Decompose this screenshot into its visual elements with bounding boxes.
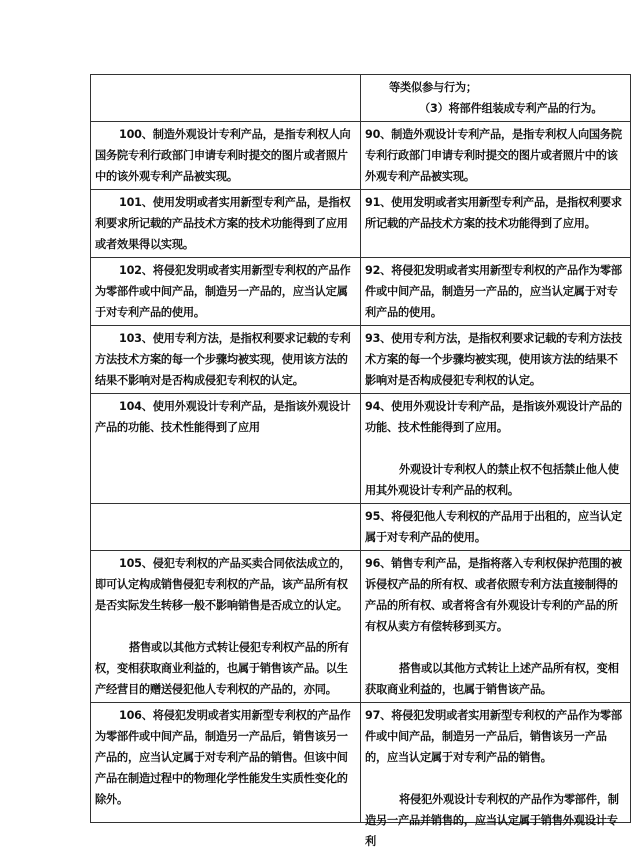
table-row	[91, 703, 631, 823]
left-cell	[91, 551, 361, 703]
table-row	[91, 551, 631, 703]
clause-text: 100、制造外观设计专利产品，是指专利权人向国务院专利行政部门申请专利时提交的图片或者照片中的该外观专利产品被实现。	[95, 128, 351, 183]
left-cell	[91, 504, 361, 551]
clause-text: 等类似参与行为；	[389, 81, 477, 94]
clause-text: 搭售或以其他方式转让上述产品所有权，变相获取商业利益的，也属于销售该产品。	[365, 662, 619, 696]
clause-text: 102、将侵犯发明或者实用新型专利权的产品作为零部件或中间产品，制造另一产品的，应当认定属于对专利产品的使用。	[95, 264, 351, 319]
right-cell	[361, 75, 631, 122]
clause-text: 101、使用发明或者实用新型专利产品，是指权利要求所记载的产品技术方案的技术功能得到了应用或者效果得以实现。	[95, 196, 351, 251]
right-cell	[361, 258, 631, 326]
clause-text: 97、将侵犯发明或者实用新型专利权的产品作为零部件或中间产品，制造另一产品后，销售该另一产品的，应当认定属于对专利产品的销售。	[365, 709, 622, 764]
right-cell	[361, 394, 631, 504]
clause-text: 106、将侵犯发明或者实用新型专利权的产品作为零部件或中间产品，制造另一产品后，销售该另一产品的，应当认定属于对专利产品的销售。但该中间产品在制造过程中的物理化学性能发生实质性变化的除外。	[95, 709, 351, 806]
table-row	[91, 326, 631, 394]
clause-text: 94、使用外观设计专利产品，是指该外观设计产品的功能、技术性能得到了应用。	[365, 400, 622, 434]
clause-text: 105、侵犯专利权的产品买卖合同依法成立的，即可认定构成销售侵犯专利权的产品，该产品所有权是否实际发生转移一般不影响销售是否成立的认定。	[95, 557, 351, 612]
clause-text: 103、使用专利方法，是指权利要求记载的专利方法技术方案的每一个步骤均被实现，使用该方法的结果不影响对是否构成侵犯专利权的认定。	[95, 332, 351, 387]
left-cell	[91, 75, 361, 122]
clause-text: 92、将侵犯发明或者实用新型专利权的产品作为零部件或中间产品，制造另一产品的，应当认定属于对专利产品的使用。	[365, 264, 622, 319]
clause-text: 90、制造外观设计专利产品，是指专利权人向国务院专利行政部门申请专利时提交的图片或者照片中的该外观专利产品被实现。	[365, 128, 622, 183]
clause-text: （3）将部件组装成专利产品的行为。	[419, 102, 603, 115]
clause-text: 将侵犯外观设计专利权的产品作为零部件，制造另一产品并销售的，应当认定属于销售外观设计专利	[365, 793, 619, 848]
table-row	[91, 122, 631, 190]
left-cell	[91, 394, 361, 504]
left-cell	[91, 122, 361, 190]
right-cell	[361, 703, 631, 848]
table-row	[91, 258, 631, 326]
left-cell	[91, 258, 361, 326]
table-row	[91, 504, 631, 551]
right-cell	[361, 551, 631, 703]
clause-text: 95、将侵犯他人专利权的产品用于出租的，应当认定属于对专利产品的使用。	[365, 510, 622, 544]
clause-text: 91、使用发明或者实用新型专利产品，是指权利要求所记载的产品技术方案的技术功能得到了应用。	[365, 196, 622, 230]
comparison-table	[90, 74, 631, 848]
clause-text: 搭售或以其他方式转让侵犯专利权产品的所有权，变相获取商业利益的，也属于销售该产品。以生产经营目的赠送侵犯他人专利权的产品的，亦同。	[95, 641, 349, 696]
right-cell	[361, 504, 631, 551]
clause-text: 104、使用外观设计专利产品，是指该外观设计产品的功能、技术性能得到了应用	[95, 400, 351, 434]
left-cell	[91, 703, 361, 823]
left-cell	[91, 326, 361, 394]
clause-text: 外观设计专利权人的禁止权不包括禁止他人使用其外观设计专利产品的权利。	[365, 463, 619, 497]
table-row	[91, 394, 631, 504]
table-row	[91, 75, 631, 122]
right-cell	[361, 122, 631, 190]
right-cell	[361, 326, 631, 394]
right-cell	[361, 190, 631, 258]
table-row	[91, 190, 631, 258]
left-cell	[91, 190, 361, 258]
clause-text: 93、使用专利方法，是指权利要求记载的专利方法技术方案的每一个步骤均被实现，使用该方法的结果不影响对是否构成侵犯专利权的认定。	[365, 332, 622, 387]
clause-text: 96、销售专利产品，是指将落入专利权保护范围的被诉侵权产品的所有权、或者依照专利方法直接制得的产品的所有权、或者将含有外观设计专利的产品的所有权从卖方有偿转移到买方。	[365, 557, 622, 633]
